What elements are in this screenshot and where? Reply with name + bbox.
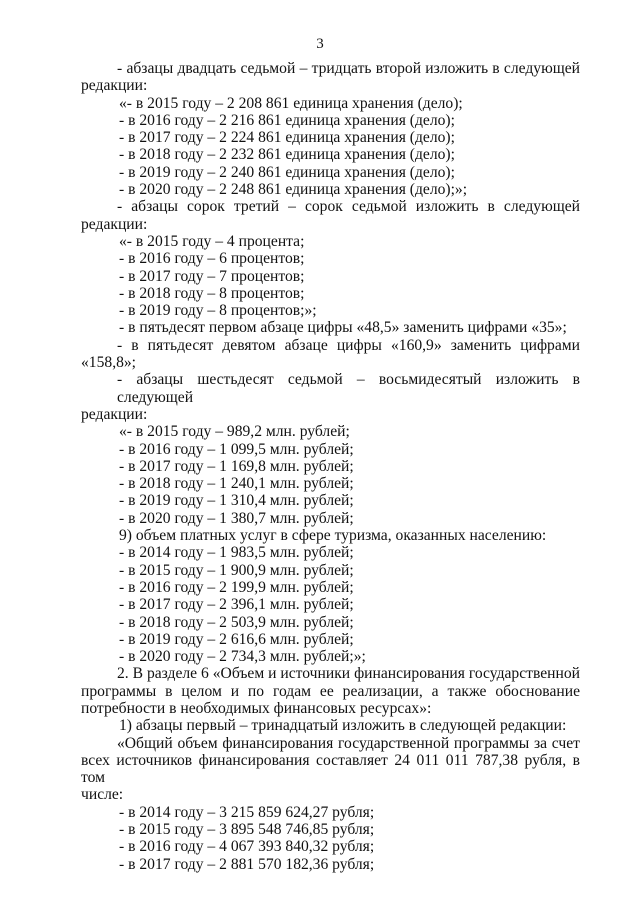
- paragraph-6-line-3: числе:: [81, 786, 124, 804]
- list-item: - в пятьдесят первом абзаце цифры «48,5» заменить цифрами «35»;: [119, 319, 567, 337]
- paragraph-5-line-3: потребности в необходимых финансовых ресурсах»:: [81, 699, 432, 717]
- list-item: - в 2016 году – 6 процентов;: [119, 250, 305, 268]
- list-item: - в 2017 году – 7 процентов;: [119, 267, 305, 285]
- paragraph-5-line-2: программы в целом и по годам ее реализации, а также обоснование: [81, 682, 580, 700]
- list-item: - в 2015 году – 1 900,9 млн. рублей;: [119, 561, 354, 579]
- list-item: - в 2014 году – 1 983,5 млн. рублей;: [119, 544, 354, 562]
- list-item: - в 2018 году – 2 503,9 млн. рублей;: [119, 613, 354, 631]
- list-item: «- в 2015 году – 2 208 861 единица хранения (дело);: [119, 94, 463, 112]
- paragraph-1-line-1: - абзацы двадцать седьмой – тридцать второй изложить в следующей: [117, 60, 580, 77]
- list-item: - в 2020 году – 1 380,7 млн. рублей;: [119, 509, 354, 527]
- list-item: - в 2018 году – 1 240,1 млн. рублей;: [119, 475, 354, 493]
- paragraph-5-line-1: 2. В разделе 6 «Объем и источники финансирования государственной: [117, 665, 580, 683]
- list-item: - в 2019 году – 1 310,4 млн. рублей;: [119, 492, 354, 510]
- document-body: [81, 60, 580, 873]
- list-item: 9) объем платных услуг в сфере туризма, оказанных населению:: [119, 527, 547, 545]
- paragraph-3-line-1: - в пятьдесят девятом абзаце цифры «160,9» заменить цифрами: [117, 336, 580, 354]
- list-item: «- в 2015 году – 4 процента;: [119, 232, 305, 250]
- list-item: - в 2016 году – 2 216 861 единица хранения (дело);: [119, 111, 455, 129]
- list-item: - в 2019 году – 2 616,6 млн. рублей;: [119, 630, 354, 648]
- list-item: - в 2017 году – 2 881 570 182,36 рубля;: [119, 855, 375, 873]
- page-number: 3: [316, 36, 324, 52]
- paragraph-2-line-2: редакции:: [81, 215, 148, 233]
- paragraph-6-line-1: «Общий объем финансирования государственной программы за счет: [117, 734, 580, 752]
- list-item: - в 2019 году – 8 процентов;»;: [119, 302, 317, 320]
- list-item: - в 2020 году – 2 248 861 единица хранения (дело);»;: [119, 181, 468, 199]
- list-item: 1) абзацы первый – тринадцатый изложить в следующей редакции:: [119, 717, 567, 735]
- list-item: «- в 2015 году – 989,2 млн. рублей;: [119, 423, 350, 441]
- paragraph-6-line-2: всех источников финансирования составляет 24 011 011 787,38 рубля, в том: [81, 751, 580, 787]
- list-item: - в 2018 году – 8 процентов;: [119, 284, 305, 302]
- paragraph-4-line-2: редакции:: [81, 405, 148, 423]
- list-item: - в 2016 году – 1 099,5 млн. рублей;: [119, 440, 354, 458]
- list-item: - в 2017 году – 2 224 861 единица хранения (дело);: [119, 129, 455, 147]
- list-item: - в 2017 году – 2 396,1 млн. рублей;: [119, 596, 354, 614]
- list-item: - в 2015 году – 3 895 548 746,85 рубля;: [119, 821, 375, 839]
- paragraph-3-line-2: «158,8»;: [81, 354, 137, 372]
- paragraph-4-line-1: - абзацы шестьдесят седьмой – восьмидесятый изложить в следующей: [117, 371, 580, 406]
- list-item: - в 2016 году – 2 199,9 млн. рублей;: [119, 578, 354, 596]
- list-item: - в 2016 году – 4 067 393 840,32 рубля;: [119, 838, 375, 856]
- paragraph-2-line-1: - абзацы сорок третий – сорок седьмой изложить в следующей: [117, 198, 580, 216]
- list-item: - в 2014 году – 3 215 859 624,27 рубля;: [119, 803, 375, 821]
- list-item: - в 2020 году – 2 734,3 млн. рублей;»;: [119, 648, 366, 666]
- list-item: - в 2017 году – 1 169,8 млн. рублей;: [119, 457, 354, 475]
- list-item: - в 2019 году – 2 240 861 единица хранения (дело);: [119, 163, 455, 181]
- paragraph-1-line-2: редакции:: [81, 77, 148, 95]
- list-item: - в 2018 году – 2 232 861 единица хранения (дело);: [119, 146, 455, 164]
